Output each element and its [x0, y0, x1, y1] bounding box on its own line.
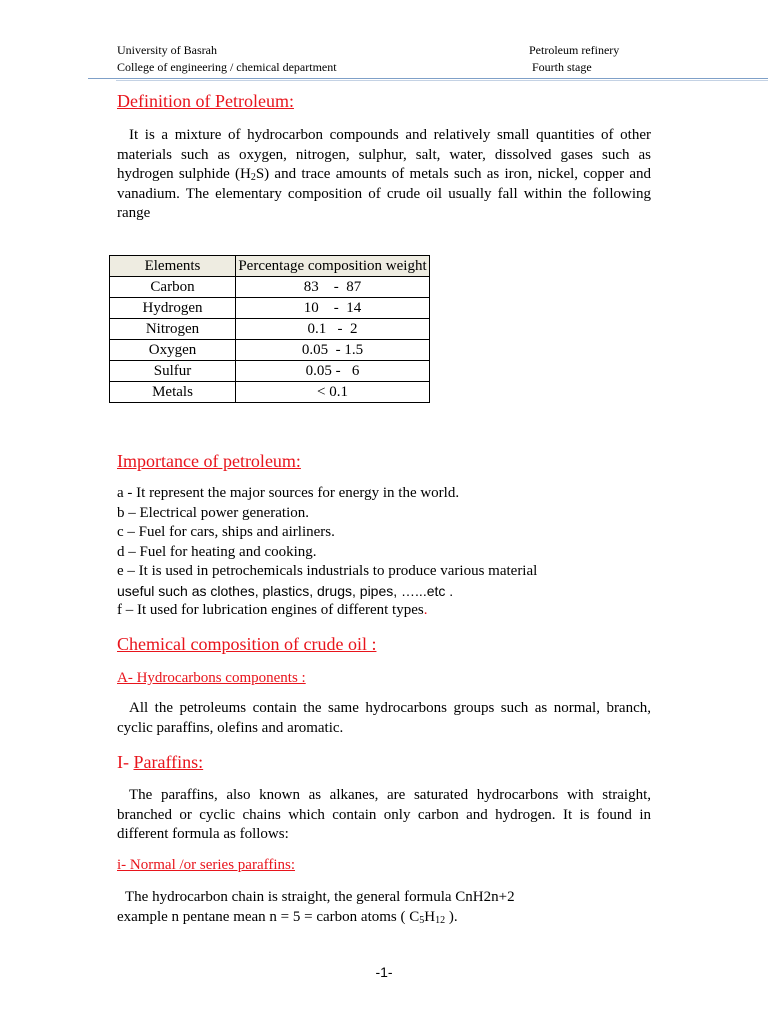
table-header-percentage: Percentage composition weight [236, 256, 430, 277]
table-row [110, 319, 430, 340]
header-stage: Fourth stage [532, 60, 592, 74]
list-item: d – Fuel for heating and cooking. [117, 543, 317, 560]
header-university: University of Basrah [117, 43, 217, 57]
table-row [110, 361, 430, 382]
table-cell-value: 0.05 - 1.5 [236, 340, 430, 361]
hydrogen-subscript: 12 [435, 914, 446, 926]
table-cell-element: Sulfur [110, 361, 236, 382]
page-number: -1- [375, 964, 393, 980]
header-left [117, 42, 337, 76]
table-header-row [110, 256, 430, 277]
header-divider-shadow [116, 80, 768, 81]
definition-paragraph [117, 126, 651, 224]
table-row [110, 382, 430, 403]
paraffins-title-word: Paraffins: [133, 752, 204, 772]
table-cell-value: 83 - 87 [236, 277, 430, 298]
formula-line: The hydrocarbon chain is straight, the general formula CnH2n+2 [125, 889, 515, 905]
table-header-elements: Elements [110, 256, 236, 277]
example-text-2: H [424, 908, 436, 925]
paraffins-title-prefix: I- [117, 752, 134, 772]
normal-paraffins-text [117, 888, 651, 927]
list-item: a - It represent the major sources for energy in the world. [117, 485, 460, 501]
section-title-paraffins [117, 751, 651, 773]
subsection-title-hydrocarbons: A- Hydrocarbons components : [117, 670, 306, 686]
table-cell-value: 0.05 - 6 [236, 361, 430, 382]
table-cell-value: 10 - 14 [236, 298, 430, 319]
h2s-subscript: 2 [250, 172, 256, 183]
list-item: e – It is used in petrochemicals industrials to produce various material [117, 563, 538, 579]
example-line [117, 908, 651, 928]
example-text-1: example n pentane mean n = 5 = carbon atoms ( C [117, 908, 420, 925]
table-cell-element: Hydrogen [110, 298, 236, 319]
paraffins-paragraph: The paraffins, also known as alkanes, are saturated hydrocarbons with straight, branched or cyclic chains which contain only carbon and hydrogen. It is found in different formula as follows: [117, 787, 651, 842]
table-cell-element: Carbon [110, 277, 236, 298]
composition-table [109, 255, 430, 403]
hydrocarbons-paragraph: All the petroleums contain the same hydrocarbons groups such as normal, branch, cyclic paraffins, olefins and aromatic. [117, 700, 651, 736]
table-cell-element: Metals [110, 382, 236, 403]
list-item: b – Electrical power generation. [117, 504, 309, 521]
section-title-chemical-composition: Chemical composition of crude oil : [117, 634, 377, 654]
table-cell-value: < 0.1 [236, 382, 430, 403]
table-cell-element: Oxygen [110, 340, 236, 361]
list-item-f-text: f – It used for lubrication engines of different types [117, 602, 424, 618]
table-cell-element: Nitrogen [110, 319, 236, 340]
list-item: c – Fuel for cars, ships and airliners. [117, 524, 335, 540]
definition-text-2: S) and trace amounts of metals such as iron, nickel, copper and vanadium. The elementary composition of crude oil usually fall within the following range [117, 166, 652, 221]
header-course: Petroleum refinery [529, 43, 620, 57]
table-row [110, 340, 430, 361]
definition-text-1: It is a mixture of hydrocarbon compounds and relatively small quantities of other materials such as oxygen, nitrogen, sulphur, salt, water, dissolved gases such as hydrogen sulphide (H [117, 127, 651, 182]
section-title-importance: Importance of petroleum: [117, 451, 301, 471]
list-item [117, 601, 651, 621]
list-item-f-period: . [423, 602, 428, 618]
table-cell-value: 0.1 - 2 [236, 319, 430, 340]
table-row [110, 298, 430, 319]
section-title-definition: Definition of Petroleum: [117, 91, 294, 111]
subsection-title-normal-paraffins: i- Normal /or series paraffins: [117, 857, 296, 873]
example-text-3: ). [445, 908, 458, 925]
list-item-continuation: useful such as clothes, plastics, drugs, pipes, …...etc . [117, 582, 454, 599]
header-college: College of engineering / chemical department [117, 60, 337, 74]
importance-list [117, 484, 651, 621]
header-right [529, 42, 619, 76]
carbon-subscript: 5 [419, 914, 425, 926]
header-divider [88, 78, 768, 79]
table-row [110, 277, 430, 298]
